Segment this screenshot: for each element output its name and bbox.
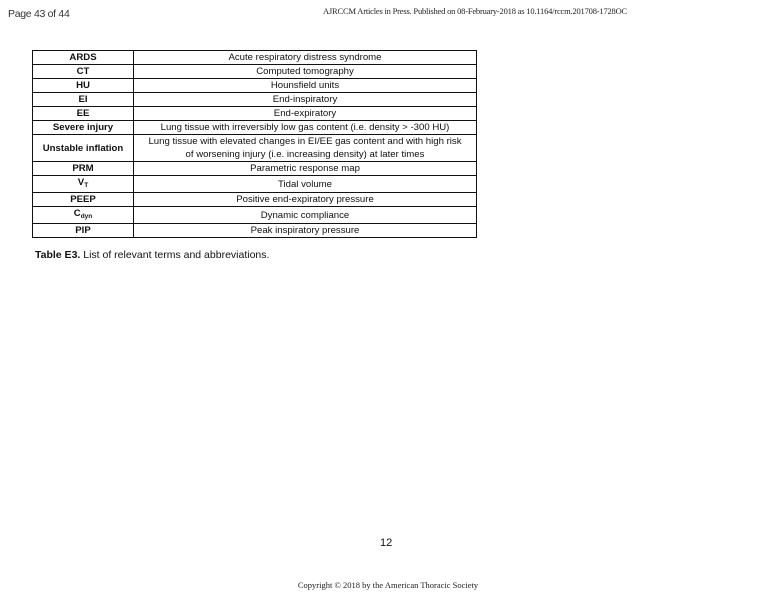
term-text: PRM [72,163,94,174]
term-text: V [77,177,85,188]
term-text: PIP [75,225,91,236]
definition-cell: Positive end-expiratory pressure [134,193,477,207]
caption-text: List of relevant terms and abbreviations. [80,249,270,261]
term-cell [33,107,134,121]
term-cell [33,176,134,193]
term-cell [33,65,134,79]
table-row [33,193,477,207]
table-row [33,121,477,135]
definition-cell: End-expiratory [134,107,477,121]
table-row [33,51,477,65]
table-row [33,207,477,224]
term-cell [33,224,134,238]
table-caption [35,249,269,261]
term-cell [33,162,134,176]
term-text: PEEP [70,194,96,205]
definition-cell: Dynamic compliance [134,207,477,224]
table-row [33,107,477,121]
definition-cell: Tidal volume [134,176,477,193]
copyright: Copyright © 2018 by the American Thoracic Society [297,580,479,590]
term-text: Unstable inflation [42,142,124,154]
term-cell [33,121,134,135]
term-cell [33,135,134,162]
term-text: EE [76,108,90,119]
table-row [33,135,477,162]
term-cell [33,93,134,107]
table-row [33,79,477,93]
running-header: AJRCCM Articles in Press. Published on 08-February-2018 as 10.1164/rccm.201708-1728OC [322,6,627,16]
definition-cell: Peak inspiratory pressure [134,224,477,238]
page-label: Page 43 of 44 [8,8,70,20]
definition-cell: End-inspiratory [134,93,477,107]
table-row [33,93,477,107]
table-row [33,176,477,193]
term-subscript: dyn [80,213,93,220]
term-cell [33,51,134,65]
term-text: Severe injury [52,122,114,133]
definition-cell: Hounsfield units [134,79,477,93]
term-subscript: T [84,182,89,189]
definition-cell: Lung tissue with irreversibly low gas content (i.e. density > -300 HU) [134,121,477,135]
term-text: C [73,208,81,219]
table-row [33,65,477,79]
definition-cell: Lung tissue with elevated changes in EI/EE gas content and with high risk of worsening injury (i.e. increasing density) at later times [134,135,477,162]
term-cell [33,207,134,224]
caption-label: Table E3. [35,249,81,261]
term-text: HU [76,80,90,91]
definition-cell: Parametric response map [134,162,477,176]
table-row [33,162,477,176]
term-text: ARDS [69,52,97,63]
term-text: EI [78,94,88,105]
definition-cell: Computed tomography [134,65,477,79]
abbreviations-table [32,50,477,238]
page-number: 12 [380,537,393,549]
term-cell [33,79,134,93]
definition-cell: Acute respiratory distress syndrome [134,51,477,65]
term-text: CT [76,66,90,77]
term-cell [33,193,134,207]
table-row [33,224,477,238]
